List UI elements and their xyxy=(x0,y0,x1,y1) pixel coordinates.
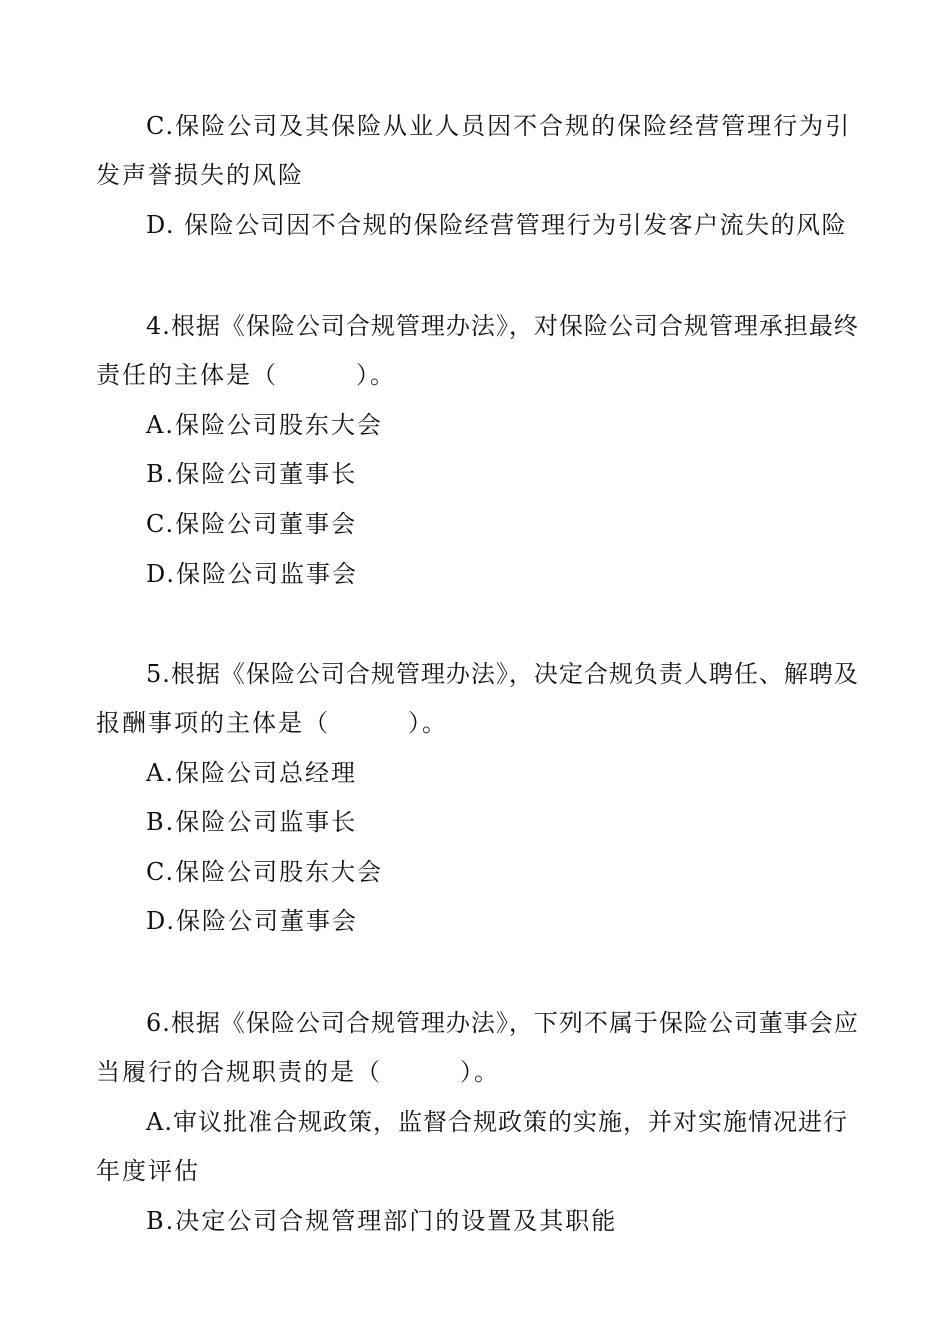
q4-option-b: B.保险公司董事长 xyxy=(146,460,358,488)
q6-option-b: B.决定公司合规管理部门的设置及其职能 xyxy=(146,1207,618,1235)
q5-stem-line1: 5.根据《保险公司合规管理办法》，决定合规负责人聘任、解聘及 xyxy=(146,660,859,688)
q5-option-c: C.保险公司股东大会 xyxy=(146,858,384,886)
q6-stem-line2: 当履行的合规职责的是（ ）。 xyxy=(96,1058,500,1086)
q3-option-c-line2: 发声誉损失的风险 xyxy=(96,161,304,189)
q6-option-a-line1: A.审议批准合规政策，监督合规政策的实施，并对实施情况进行 xyxy=(146,1108,848,1136)
q3-option-d: D. 保险公司因不合规的保险经营管理行为引发客户流失的风险 xyxy=(146,211,848,239)
q4-stem-line2: 责任的主体是（ ）。 xyxy=(96,361,396,389)
q4-option-d: D.保险公司监事会 xyxy=(146,560,359,588)
q5-option-b: B.保险公司监事长 xyxy=(146,808,358,836)
q6-option-a-line2: 年度评估 xyxy=(96,1157,200,1185)
q5-option-a: A.保险公司总经理 xyxy=(146,759,357,787)
q4-stem-line1: 4.根据《保险公司合规管理办法》，对保险公司合规管理承担最终 xyxy=(146,312,859,340)
q5-option-d: D.保险公司董事会 xyxy=(146,907,359,935)
q3-option-c-line1: C.保险公司及其保险从业人员因不合规的保险经营管理行为引 xyxy=(146,112,852,140)
q5-stem-line2: 报酬事项的主体是（ ）。 xyxy=(96,709,448,737)
q4-option-c: C.保险公司董事会 xyxy=(146,510,358,538)
q6-stem-line1: 6.根据《保险公司合规管理办法》，下列不属于保险公司董事会应 xyxy=(146,1009,859,1037)
q4-option-a: A.保险公司股东大会 xyxy=(146,411,383,439)
